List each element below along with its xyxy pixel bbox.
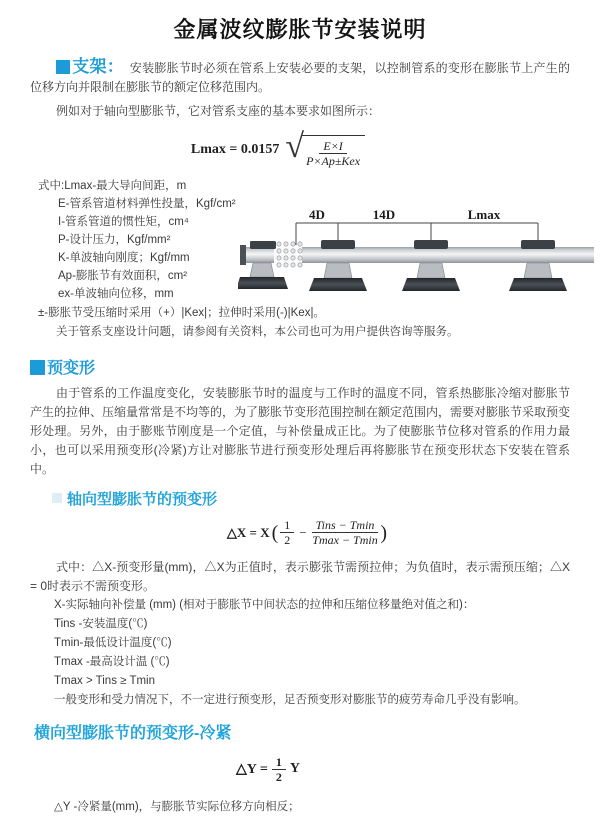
- lateral-formula-rhs: Y: [289, 761, 300, 777]
- axial-subheading: 轴向型膨胀节的预变形: [52, 488, 570, 509]
- lmax-numerator: E×I: [319, 139, 346, 154]
- lmax-fraction: [306, 139, 360, 169]
- one-half-fraction: $\frac{1}{2}$: [272, 755, 286, 785]
- radical-sign: √ $\frac{E\times I}{\text{P×Ap±Kex}}$: [285, 132, 365, 169]
- bellows-icon: [274, 242, 302, 267]
- definition-item: Ap-膨胀节有效面积，cm²: [58, 269, 188, 282]
- definitions-and-diagram: [30, 177, 570, 303]
- temperature-relation-line: Tmax > Tins ≥ Tmin: [54, 674, 155, 687]
- axial-formula-lhs: △X = X: [226, 524, 270, 540]
- page-title: 金属波纹膨胀节安装说明: [173, 17, 427, 42]
- light-square-icon: [52, 493, 62, 503]
- axial-explain-paragraph: 式中：△X-预变形量(mm)，△X为正值时，表示膨张节需预拉伸；为负值时，表示需预压缩；△X = 0时表示不需预变形。: [30, 559, 570, 593]
- definition-item: E-管系管道材料弹性投量，Kgf/cm²: [58, 197, 236, 210]
- lmax-formula-lhs: Lmax = 0.0157: [190, 142, 280, 158]
- predeform-section-heading: 预变形: [30, 355, 570, 378]
- tins-line: Tins -安装温度(℃): [54, 617, 148, 630]
- definition-item: 式中:Lmax-最大导向间距，m: [38, 179, 187, 192]
- section-square-icon: [30, 360, 45, 375]
- dimension-label-lmax: Lmax: [467, 206, 501, 222]
- section-square-icon: [56, 60, 70, 74]
- lateral-formula-lhs: △Y =: [236, 761, 268, 777]
- pipe-end-cap: [240, 245, 246, 265]
- axial-note-line: 一般变形和受力情况下，不一定进行预变形，足否预变形对膨胀节的疲劳寿命几乎没有影响。: [54, 693, 526, 706]
- lateral-formula: [0, 755, 538, 785]
- tmin-line: Tmin-最低设计温度(℃): [54, 636, 172, 649]
- definition-item: I-管系管道的惯性矩，cm⁴: [58, 215, 189, 228]
- dimension-label-4d: 4D: [309, 206, 325, 222]
- temperature-fraction: $\frac{\text{Tins − Tmin}}{Tmax - Tmin}$: [312, 517, 378, 548]
- pipe-support-diagram: [238, 207, 598, 307]
- consulting-note: 关于管系支座设计问题，请参阅有关资料，本公司也可为用户提供咨询等服务。: [56, 325, 459, 338]
- tmax-line: Tmax -最高设计温 (℃): [54, 655, 170, 668]
- dimension-label-14d: 14D: [372, 206, 396, 222]
- definition-item: P-设计压力，Kgf/mm²: [58, 233, 171, 246]
- support-section-heading: 支架：: [72, 57, 124, 76]
- axial-formula: △X = X ( $\frac{1}{2}$ − $\frac{\text{Tins − Tmin}}{Tmax - Tmin}$ ): [226, 517, 388, 548]
- plus-minus-note: ±-膨胀节受压缩时采用（+）|Kex|；拉伸时采用(-)|Kex|。: [38, 306, 325, 319]
- support-intro-text: 安装膨胀节时必须在管系上安装必要的支架，以控制管系的变形在膨胀节上产生的位移方向并限制在膨胀节的额定位移范围内。: [30, 61, 570, 94]
- support-intro-paragraph: [30, 57, 570, 97]
- predeform-body-paragraph: 由于管系的工作温度变化，安装膨胀节时的温度与工作时的温度不同，管系热膨胀冷缩对膨胀节产生的拉伸、压缩量常常是不均等的，为了膨胀节变形范围控制在额定范围内，需要对膨胀节采取预变形处理。另外，由于膨账节刚度是一个定值，与补偿量成正比。为了使膨胀节位移对管系的作用力最小，也可以采用预变形(冷紧)方让对膨胀节进行预变形处理后再将膨胀节在预变形状态下安装在管系中。: [30, 385, 571, 476]
- one-half-fraction: $\frac{1}{2}$: [280, 518, 294, 548]
- lmax-formula: [8, 128, 548, 169]
- x-definition-line: X-实际轴向补偿量 (mm) (相对于膨胀节中间状态的拉伸和压缩位移量绝对值之和)：: [54, 598, 475, 611]
- definition-item: K-单波轴向刚度；Kgf/mm: [58, 251, 190, 264]
- lateral-note-line: △Y -冷紧量(mm)，与膨胀节实际位移方向相反；: [54, 801, 300, 814]
- support-example-line: 例如对于轴向型膨胀节，它对管系支座的基本要求如图所示：: [56, 104, 381, 118]
- lateral-subheading: 横向型膨胀节的预变形-冷紧: [34, 724, 232, 742]
- lmax-denominator: P×Ap±Kex: [306, 154, 361, 169]
- definition-item: ex-单波轴向位移，mm: [58, 287, 174, 300]
